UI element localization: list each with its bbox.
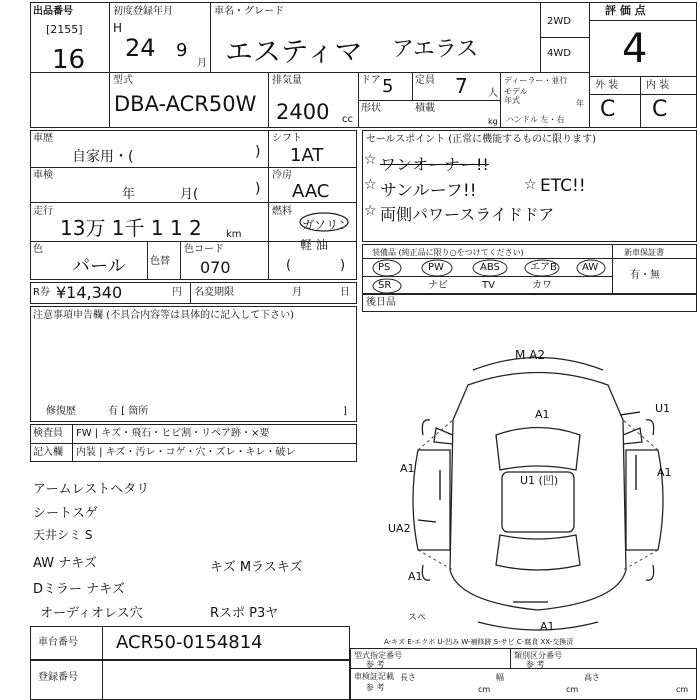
recycle-yen: 円 <box>172 287 182 298</box>
lot-number-code: [2155] <box>46 23 83 36</box>
doors-label: ドア <box>361 75 381 86</box>
car-name-label: 車名・グレード <box>214 6 284 17</box>
mark-a1-bottom: A1 <box>540 620 555 633</box>
lot-number-label: 出品番号 <box>33 6 73 17</box>
entry-label: 記入欄 <box>33 447 63 458</box>
era: H <box>113 21 123 35</box>
exterior-label: 外 装 <box>595 80 619 91</box>
model-cert-label: 型式指定番号 <box>354 651 402 660</box>
car-name: エスティマ <box>225 35 363 68</box>
car-damage-diagram <box>378 340 698 640</box>
reg-year: 24 <box>125 34 156 62</box>
mark-ma2: M A2 <box>515 348 546 362</box>
grade: アエラス <box>392 37 479 62</box>
title-change-month: 月 <box>292 287 302 298</box>
warranty-value: 有・無 <box>630 270 660 281</box>
score-label: 評 価 点 <box>605 4 646 17</box>
equipment-circles <box>362 258 612 294</box>
inspector-codes: FW | キズ・飛石・ヒビ割・リペア跡・×要 <box>76 428 270 439</box>
length-cm: cm <box>478 685 491 694</box>
person-unit: 人 <box>488 88 498 99</box>
shift-value: 1AT <box>290 145 324 166</box>
model-year-label: モデル年式 <box>504 87 528 105</box>
width-label: 幅 <box>496 673 504 682</box>
equip-aw: AW <box>582 262 599 273</box>
repair-value: 有 [ 箇所 <box>108 406 149 417</box>
interior-grade: C <box>652 97 668 122</box>
repair-close: ] <box>343 406 347 417</box>
inspection-label: 車検 <box>33 170 53 181</box>
fuel-label: 燃料 <box>272 206 292 217</box>
drive-4wd: 4WD <box>547 48 571 59</box>
interior-codes: 内装 | キズ・汚レ・コゲ・穴・ズレ・キレ・破レ <box>76 447 296 458</box>
note-3: 天井シミ S <box>33 528 93 542</box>
damage-legend: A-キズ E-エクボ U-凹み W-補修跡 S-サビ C-腐食 XX-交換済 <box>384 638 574 646</box>
note-6: キズ Mラスキズ <box>210 560 303 575</box>
model: DBA-ACR50W <box>114 92 257 116</box>
category-label: 類別区分番号 <box>514 651 562 660</box>
mark-a1-top: A1 <box>535 408 550 421</box>
model-label: 型式 <box>113 75 133 86</box>
inspection-year-unit: 年 <box>122 187 136 202</box>
sales-points-label: セールスポイント (正常に機能するものに限ります) <box>366 134 597 145</box>
mileage-label: 走行 <box>33 206 53 217</box>
mark-ua2: UA2 <box>388 522 411 535</box>
cert-ref: 参 考 <box>366 683 385 692</box>
after-fit-box <box>362 294 697 312</box>
fuel-close: ) <box>340 258 346 273</box>
equip-ps: PS <box>378 262 391 273</box>
load-label: 積載 <box>415 103 435 114</box>
mark-a1-rear-left: A1 <box>408 570 423 583</box>
width-cm: cm <box>566 685 579 694</box>
shift-label: シフト <box>272 133 302 144</box>
sales-point-2: サンルーフ!! <box>380 181 477 201</box>
length-label: 長さ <box>400 673 416 682</box>
interior-label: 内 装 <box>646 80 670 91</box>
equip-pw: PW <box>428 262 444 273</box>
registration-box <box>30 660 350 700</box>
mark-spare: スペ <box>408 613 427 623</box>
title-change-day: 日 <box>340 287 350 298</box>
color-change-label: 色替 <box>150 256 170 267</box>
equip-navi: ナビ <box>428 280 448 291</box>
equip-leather: カワ <box>532 280 552 291</box>
mark-a1-right: A1 <box>657 466 672 479</box>
notes-label: 注意事項申告欄 (不具合内容等は具体的に記入して下さい) <box>33 310 294 321</box>
repair-label: 修復歴 <box>46 406 76 417</box>
displacement: 2400 <box>276 100 330 124</box>
note-7: オーディオレス穴 <box>40 606 143 621</box>
reg-month: 9 <box>176 40 188 61</box>
capacity-label: 定員 <box>415 75 435 86</box>
handle-label: ハンドル 左・右 <box>506 115 565 124</box>
sales-point-1: ワンオーナー!! <box>380 155 489 174</box>
inspection-month-unit: 月( <box>180 187 199 202</box>
star-icon: ☆ <box>364 152 377 168</box>
shape-label: 形状 <box>361 103 381 114</box>
color-code: 070 <box>200 258 231 277</box>
notes-box <box>30 306 357 422</box>
color-value: パール <box>72 256 126 277</box>
mark-a1-left: A1 <box>400 462 415 475</box>
star-icon: ☆ <box>524 177 537 193</box>
height-cm: cm <box>676 685 689 694</box>
equip-tv: TV <box>482 280 495 291</box>
sales-point-4: 両側パワースライドドア <box>380 205 555 224</box>
height-label: 高さ <box>584 673 600 682</box>
category-ref: 参 考 <box>526 660 545 669</box>
inspector-label: 検査員 <box>33 428 63 439</box>
note-2: シートスゲ <box>33 506 98 521</box>
mark-u1-roof: U1 (凹) <box>520 474 559 487</box>
aircon-label: 冷房 <box>272 170 292 181</box>
kg-unit: kg <box>488 117 498 126</box>
sales-point-3: ETC!! <box>540 176 586 196</box>
equip-abs: ABS <box>480 262 500 273</box>
score-value: 4 <box>622 26 648 72</box>
fuel-gasoline: ガソリン <box>302 218 351 232</box>
capacity: 7 <box>455 74 468 98</box>
warranty-label: 新車保証書 <box>624 248 664 257</box>
month-unit: 月 <box>197 58 207 69</box>
cert-label: 車検証記載 <box>354 672 394 681</box>
cc-unit: cc <box>342 114 353 125</box>
fuel-diesel: 軽 油 <box>300 238 328 252</box>
mark-u1-right: U1 <box>655 402 671 415</box>
equipment-label: 装備品 (純正品に限り○をつけてください) <box>372 248 524 257</box>
star-icon: ☆ <box>364 203 377 219</box>
inspection-close: ) <box>255 181 261 197</box>
note-5: Dミラー ナキズ <box>33 582 125 597</box>
star-icon: ☆ <box>364 177 377 193</box>
exterior-grade: C <box>600 97 616 122</box>
mileage-unit: km <box>226 229 242 240</box>
recycle-value: ¥14,340 <box>56 283 123 302</box>
history-value: 自家用・( <box>72 149 134 165</box>
aircon-value: AAC <box>292 181 330 202</box>
gasoline-circle-icon <box>298 211 354 233</box>
title-change-label: 名変期限 <box>194 287 234 298</box>
registration-label: 登録番号 <box>38 672 78 683</box>
after-fit-label: 後日品 <box>366 297 396 308</box>
equip-airbag: エアB <box>530 262 557 273</box>
doors: 5 <box>382 76 394 97</box>
note-4: AW ナキズ <box>33 556 97 571</box>
dealer-label: ディーラー・並行 <box>504 76 568 85</box>
displacement-label: 排気量 <box>272 75 302 86</box>
color-label: 色 <box>33 244 43 255</box>
year-unit: 年 <box>576 99 584 108</box>
lot-number: 16 <box>52 45 86 75</box>
history-label: 車歴 <box>33 133 53 144</box>
chassis-label: 車台番号 <box>38 637 78 648</box>
model-cert-ref: 参 考 <box>366 660 385 669</box>
chassis-value: ACR50-0154814 <box>116 632 263 653</box>
note-1: アームレストヘタリ <box>33 482 150 497</box>
fuel-open: ( <box>286 258 292 273</box>
note-8: Rスポ P3ヤ <box>210 606 279 621</box>
history-close: ) <box>255 144 261 160</box>
drive-2wd: 2WD <box>547 16 571 27</box>
equip-sr: SR <box>378 280 392 291</box>
color-code-label: 色コード <box>184 244 224 255</box>
first-reg-label: 初度登録年月 <box>113 6 173 17</box>
recycle-label: R券 <box>33 287 50 298</box>
mileage-value: 13万 1千 1 1 2 <box>60 216 202 240</box>
